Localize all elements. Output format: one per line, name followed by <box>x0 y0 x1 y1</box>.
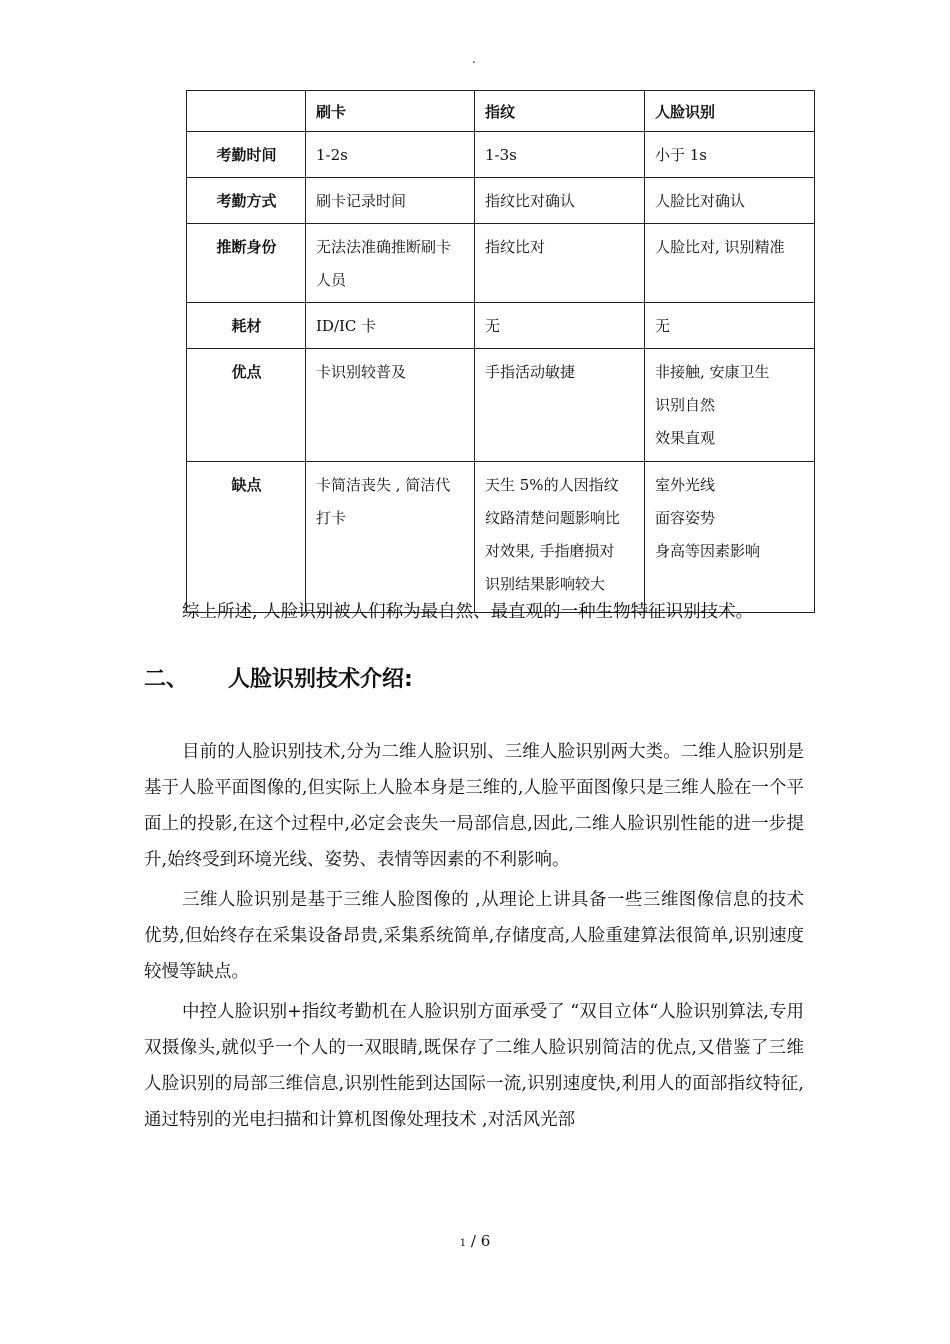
cell-line: 人脸比对确认 <box>655 192 746 210</box>
cell-line: 卡识别较普及 <box>316 363 407 381</box>
table-cell <box>475 462 645 613</box>
comparison-table <box>186 90 815 613</box>
table-cell <box>475 303 645 349</box>
table-row <box>187 349 815 462</box>
header-mark: . <box>472 52 476 66</box>
column-header: 指纹 <box>475 91 645 132</box>
cell-line: 人脸比对, 识别精准 <box>655 238 785 256</box>
table-cell <box>645 132 815 178</box>
table-header-row <box>187 91 815 132</box>
table-cell <box>645 303 815 349</box>
table-row <box>187 303 815 349</box>
table-cell <box>306 132 475 178</box>
table-cell <box>306 178 475 224</box>
cell-line: 室外光线 <box>655 476 716 494</box>
row-label: 考勤时间 <box>187 132 306 178</box>
table-cell <box>475 178 645 224</box>
row-label: 耗材 <box>187 303 306 349</box>
cell-line: 手指活动敏捷 <box>485 363 576 381</box>
cell-line: ID/IC 卡 <box>316 317 377 335</box>
page-separator: / <box>466 1232 481 1250</box>
row-label: 考勤方式 <box>187 178 306 224</box>
column-header: 人脸识别 <box>645 91 815 132</box>
column-header <box>187 91 306 132</box>
table-row <box>187 132 815 178</box>
section-number: 二、 <box>144 667 189 692</box>
table-cell <box>645 349 815 462</box>
cell-line: 识别自然 <box>655 396 716 414</box>
table-cell <box>306 462 475 613</box>
table-cell <box>306 349 475 462</box>
table-cell <box>645 462 815 613</box>
paragraph: 中控人脸识别+指纹考勤机在人脸识别方面承受了 “双目立体“人脸识别算法,专用双摄像头,就似乎一个人的一双眼睛,既保存了二维人脸识别简洁的优点,又借鉴了三维人脸识别的局部三维信息,识别性能到达国际一流,识别速度快,利用人的面部指纹特征,通过特别的光电扫描和计算机图像处理技术 ,对活风光部 <box>144 1002 804 1130</box>
summary-text: 综上所述, 人脸识别被人们称为最自然、最直观的一种生物特征识别技术。 <box>182 602 754 622</box>
page-total: 6 <box>480 1232 491 1250</box>
cell-line: 身高等因素影响 <box>655 542 761 560</box>
column-header: 刷卡 <box>306 91 475 132</box>
section-title: 人脸识别技术介绍: <box>228 667 413 692</box>
section-heading <box>144 662 413 698</box>
cell-line: 无 <box>485 317 501 335</box>
table-cell <box>306 303 475 349</box>
table-cell <box>645 224 815 303</box>
row-label: 缺点 <box>187 462 306 613</box>
cell-line: 打卡 <box>316 509 347 527</box>
cell-line: 指纹比对确认 <box>485 192 576 210</box>
row-label: 优点 <box>187 349 306 462</box>
page-footer <box>0 1232 950 1250</box>
cell-line: 效果直观 <box>655 429 716 447</box>
table-cell <box>475 224 645 303</box>
table-cell <box>475 132 645 178</box>
table-row <box>187 224 815 303</box>
cell-line: 小于 1s <box>655 146 708 164</box>
cell-line: 对效果, 手指磨损对 <box>485 542 615 560</box>
table-cell <box>475 349 645 462</box>
paragraph: 目前的人脸识别技术,分为二维人脸识别、三维人脸识别两大类。二维人脸识别是基于人脸平面图像的,但实际上人脸本身是三维的,人脸平面图像只是三维人脸在一个平面上的投影,在这个过程中,必定会丧失一局部信息,因此,二维人脸识别性能的进一步提升,始终受到环境光线、姿势、表情等因素的不利影响。 <box>144 742 804 870</box>
page-number: 1 <box>459 1238 467 1249</box>
cell-line: 指纹比对 <box>485 238 546 256</box>
table-row <box>187 462 815 613</box>
cell-line: 纹路清楚问题影响比 <box>485 509 621 527</box>
table-cell <box>306 224 475 303</box>
cell-line: 刷卡记录时间 <box>316 192 407 210</box>
row-label: 推断身份 <box>187 224 306 303</box>
table-cell <box>645 178 815 224</box>
cell-line: 无法法准确推断刷卡 <box>316 238 452 256</box>
cell-line: 1-2s <box>316 146 348 164</box>
cell-line: 面容姿势 <box>655 509 716 527</box>
cell-line: 人员 <box>316 271 347 289</box>
table-row <box>187 178 815 224</box>
paragraph: 三维人脸识别是基于三维人脸图像的 ,从理论上讲具备一些三维图像信息的技术优势,但始终存在采集设备昂贵,采集系统简单,存储度高,人脸重建算法很简单,识别速度较慢等缺点。 <box>144 890 804 982</box>
cell-line: 无 <box>655 317 671 335</box>
cell-line: 卡简洁丧失 , 简洁代 <box>316 476 451 494</box>
cell-line: 识别结果影响较大 <box>485 575 606 593</box>
cell-line: 1-3s <box>485 146 517 164</box>
cell-line: 天生 5%的人因指纹 <box>485 476 619 494</box>
cell-line: 非接触, 安康卫生 <box>655 363 770 381</box>
